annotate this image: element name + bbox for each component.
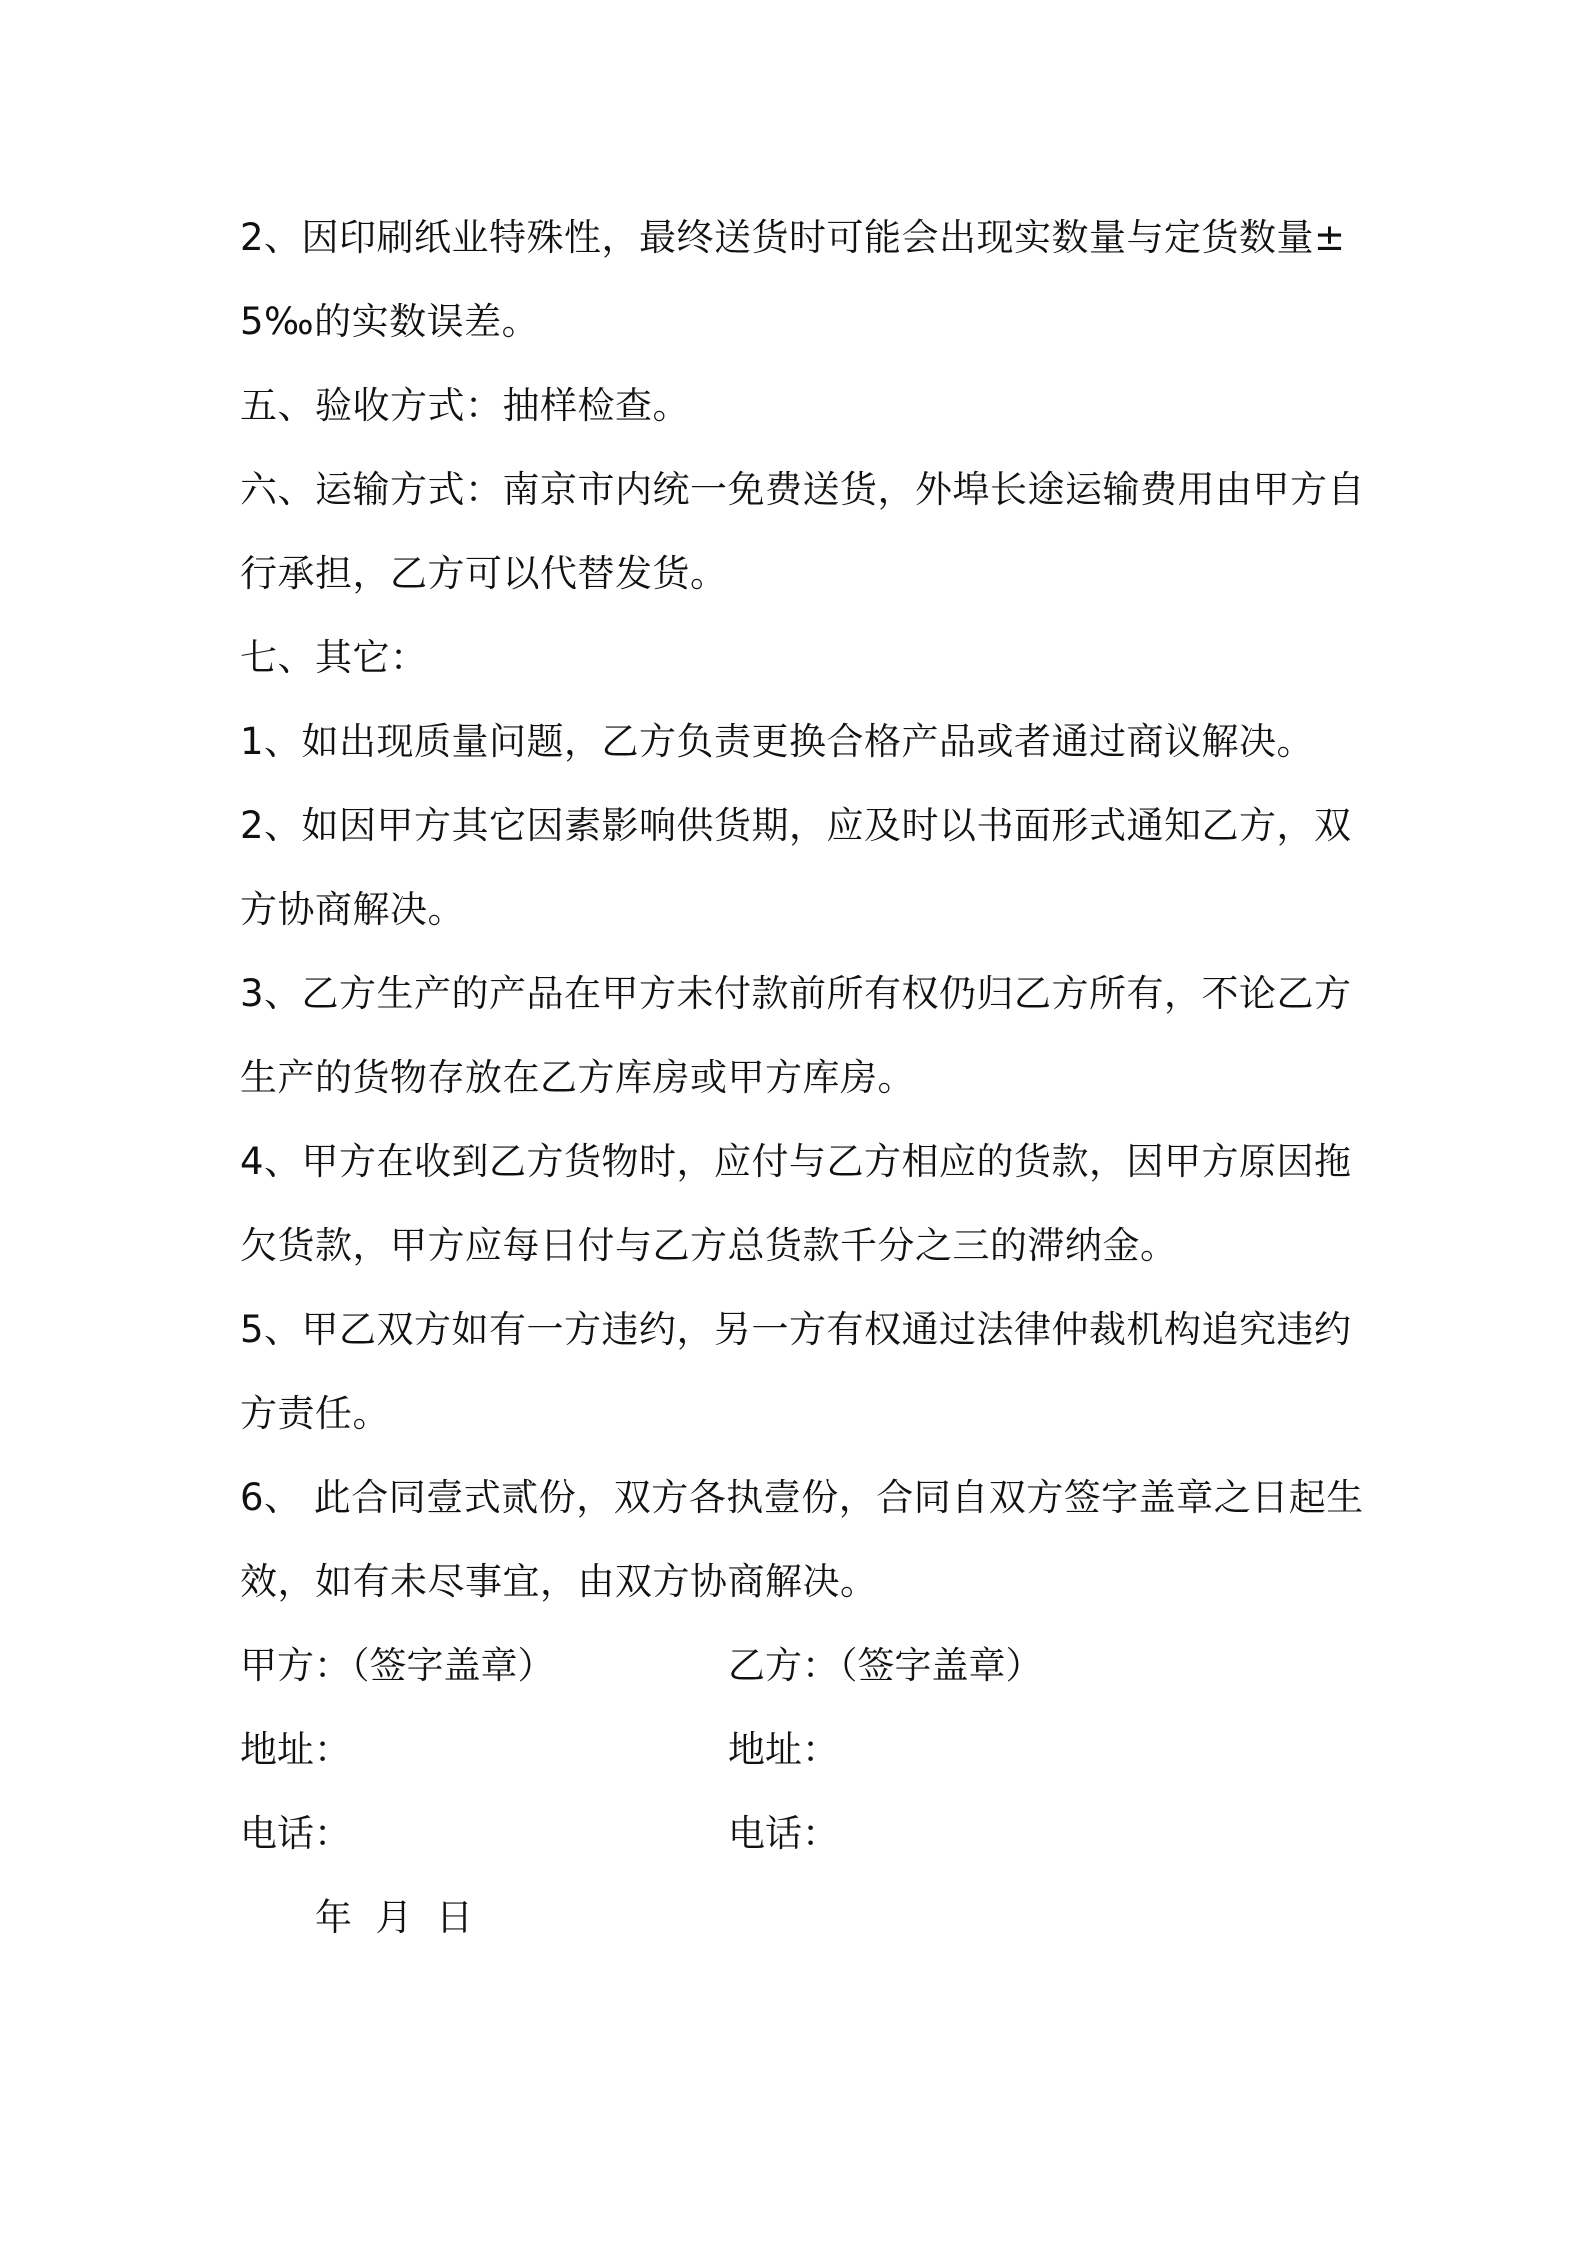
clause-line: 2、因印刷纸业特殊性，最终送货时可能会出现实数量与定货数量±: [240, 216, 1346, 259]
clause-line: 4、甲方在收到乙方货物时，应付与乙方相应的货款，因甲方原因拖: [240, 1140, 1352, 1183]
signature-row: [240, 1624, 1360, 1708]
clause-line: 五、验收方式：抽样检查。: [240, 384, 690, 427]
clause-line: 效，如有未尽事宜，由双方协商解决。: [240, 1560, 878, 1603]
clause-line: 3、乙方生产的产品在甲方未付款前所有权仍归乙方所有，不论乙方: [240, 972, 1352, 1015]
clause-line: 1、如出现质量问题，乙方负责更换合格产品或者通过商议解决。: [240, 720, 1315, 763]
party-a-phone-label: 电话：: [240, 1812, 351, 1855]
party-a-signature-label: 甲方：（签字盖章）: [240, 1644, 555, 1687]
clause-line: 5‰的实数误差。: [240, 300, 540, 343]
clause-line: 2、如因甲方其它因素影响供货期，应及时以书面形式通知乙方，双: [240, 804, 1352, 847]
party-b-signature-label: 乙方：（签字盖章）: [728, 1644, 1043, 1687]
contract-body: [240, 196, 1365, 1960]
section-heading: 七、其它：: [240, 636, 428, 679]
party-a-address-label: 地址：: [240, 1728, 351, 1771]
clause-line: 5、甲乙双方如有一方违约，另一方有权通过法律仲裁机构追究违约: [240, 1308, 1352, 1351]
date-line: 年 月 日: [315, 1896, 474, 1939]
clause-line: 方协商解决。: [240, 888, 465, 931]
clause-line: 六、运输方式：南京市内统一免费送货，外埠长途运输费用由甲方自: [240, 468, 1365, 511]
clause-line: 6、 此合同壹式贰份，双方各执壹份，合同自双方签字盖章之日起生: [240, 1476, 1364, 1519]
clause-line: 方责任。: [240, 1392, 390, 1435]
clause-line: 欠货款，甲方应每日付与乙方总货款千分之三的滞纳金。: [240, 1224, 1178, 1267]
phone-row: [240, 1792, 1360, 1876]
party-b-address-label: 地址：: [728, 1728, 839, 1771]
clause-line: 生产的货物存放在乙方库房或甲方库房。: [240, 1056, 915, 1099]
clause-line: 行承担，乙方可以代替发货。: [240, 552, 728, 595]
party-b-phone-label: 电话：: [728, 1812, 839, 1855]
address-row: [240, 1708, 1360, 1792]
